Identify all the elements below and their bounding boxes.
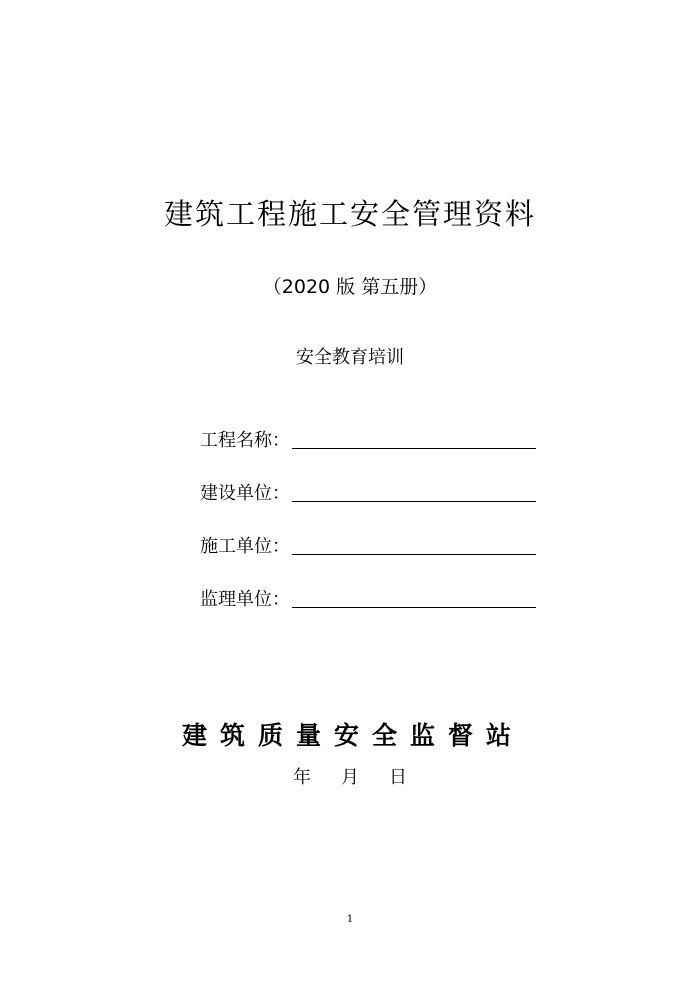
project-name-field xyxy=(200,424,536,452)
contractor-unit-field xyxy=(200,530,536,558)
construction-unit-field xyxy=(200,477,536,505)
date-month: 月 xyxy=(341,767,359,788)
supervision-unit-field xyxy=(200,583,536,611)
construction-unit-input-line[interactable] xyxy=(292,481,536,502)
page-number: 1 xyxy=(346,914,354,925)
subject-heading: 安全教育培训 xyxy=(296,347,404,368)
supervision-unit-input-line[interactable] xyxy=(292,587,536,608)
construction-unit-label: 建设单位： xyxy=(200,483,290,504)
date-line xyxy=(0,763,700,789)
contractor-unit-input-line[interactable] xyxy=(292,534,536,555)
contractor-unit-label: 施工单位： xyxy=(200,536,290,557)
date-year: 年 xyxy=(293,767,311,788)
date-day: 日 xyxy=(389,767,407,788)
project-name-label: 工程名称： xyxy=(200,430,290,451)
edition-label: （2020 版 第五册） xyxy=(262,276,438,298)
issuer-name: 建筑质量安全监督站 xyxy=(181,721,524,750)
document-title: 建筑工程施工安全管理资料 xyxy=(163,197,536,231)
project-name-input-line[interactable] xyxy=(292,428,536,449)
supervision-unit-label: 监理单位： xyxy=(200,589,290,610)
